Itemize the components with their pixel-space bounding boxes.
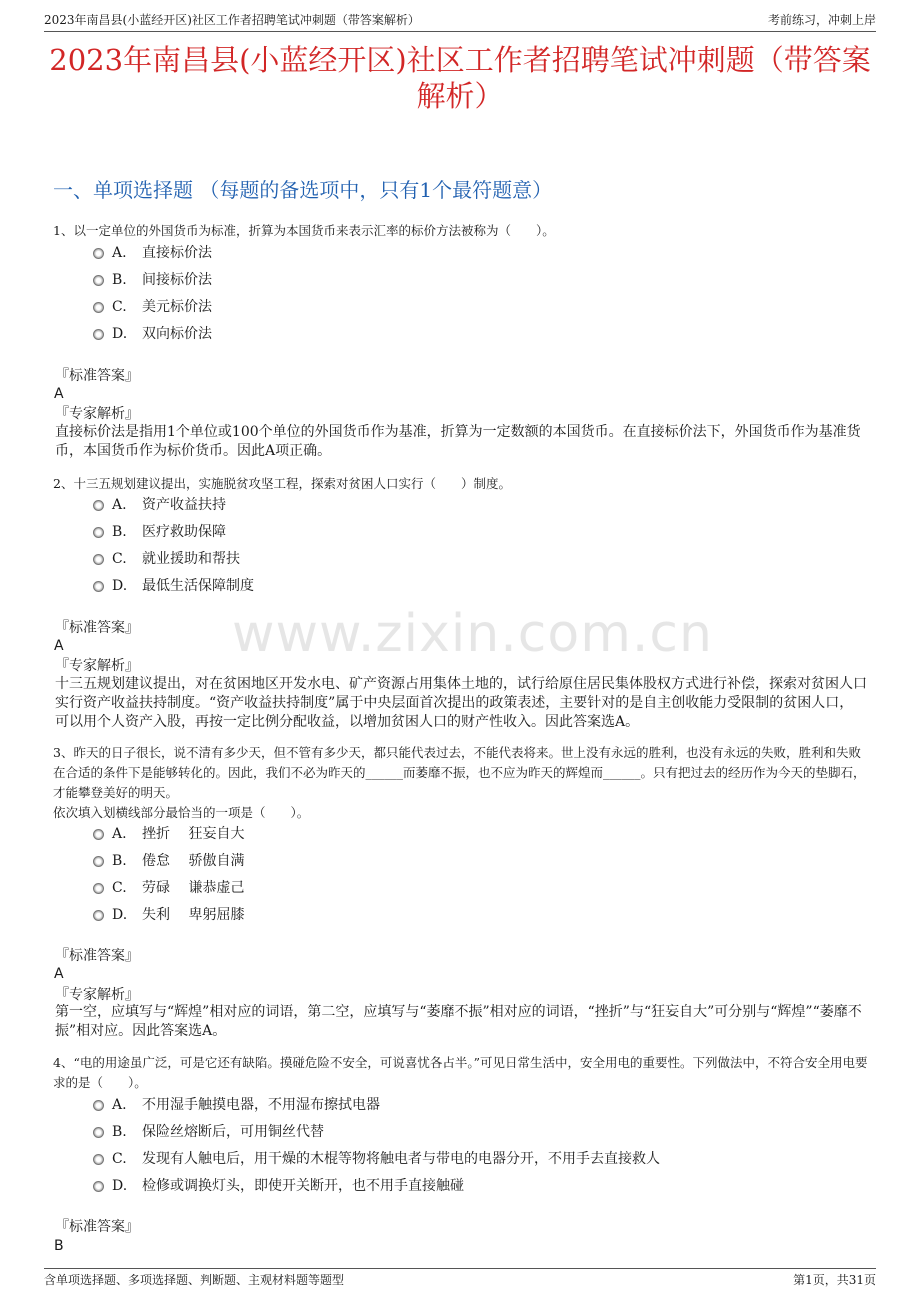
radio-icon[interactable] — [93, 248, 104, 259]
q1-explain-label: 『专家解析』 — [55, 406, 139, 422]
q3-explain-label: 『专家解析』 — [55, 987, 139, 1003]
q1-answer-label: 『标准答案』 — [55, 368, 139, 384]
q3-option-c[interactable]: C. 劳碌 谦恭虚己 — [93, 878, 244, 898]
q2-option-c[interactable]: C. 就业援助和帮扶 — [93, 549, 240, 569]
q1-option-d[interactable]: D. 双向标价法 — [93, 324, 212, 344]
radio-icon[interactable] — [93, 1181, 104, 1192]
q3-explanation: 第一空，应填写与“辉煌”相对应的词语，第二空，应填写与“萎靡不振”相对应的词语，“挫折”与“狂妄自大”可分别与“辉煌”“萎靡不振”相对应。因此答案选A。 — [55, 1004, 862, 1039]
q2-option-a[interactable]: A. 资产收益扶持 — [93, 495, 226, 515]
q3-option-d[interactable]: D. 失利 卑躬屈膝 — [93, 905, 244, 925]
radio-icon[interactable] — [93, 910, 104, 921]
q2-answer-label: 『标准答案』 — [55, 620, 139, 636]
q2-answer: A — [54, 638, 64, 654]
q2-explain-label: 『专家解析』 — [55, 658, 139, 674]
radio-icon[interactable] — [93, 1100, 104, 1111]
header-slogan: 考前练习，冲刺上岸 — [767, 13, 876, 27]
radio-icon[interactable] — [93, 275, 104, 286]
q3-option-a[interactable]: A. 挫折 狂妄自大 — [93, 824, 244, 844]
radio-icon[interactable] — [93, 883, 104, 894]
q4-answer-label: 『标准答案』 — [55, 1219, 139, 1235]
radio-icon[interactable] — [93, 1127, 104, 1138]
page-footer — [44, 1268, 876, 1293]
watermark: www.zixin.com.cn — [232, 604, 713, 664]
q3-answer: A — [54, 966, 64, 982]
q2-explanation: 十三五规划建议提出，对在贫困地区开发水电、矿产资源占用集体土地的，试行给原住居民集体股权方式进行补偿，探索对贫困人口实行资产收益扶持制度。“资产收益扶持制度”属于中央层面首次提出的政策表述，主要针对的是自主创收能力受限制的贫困人口，可以用个人资产入股，再按一定比例分配收益，以增加贫困人口的财产性收入。因此答案选A。 — [55, 676, 867, 730]
radio-icon[interactable] — [93, 1154, 104, 1165]
radio-icon[interactable] — [93, 581, 104, 592]
q1-answer: A — [54, 386, 64, 402]
q4-option-c[interactable]: C. 发现有人触电后，用干燥的木棍等物将触电者与带电的电器分开，不用手去直接救人 — [93, 1149, 660, 1169]
footer-page-number: 第1页，共31页 — [793, 1273, 876, 1287]
q1-option-b[interactable]: B. 间接标价法 — [93, 270, 212, 290]
page-title: 2023年南昌县(小蓝经开区)社区工作者招聘笔试冲刺题（带答案解析） — [49, 43, 871, 113]
header-doc-title: 2023年南昌县(小蓝经开区)社区工作者招聘笔试冲刺题（带答案解析） — [44, 13, 420, 27]
q4-option-a[interactable]: A. 不用湿手触摸电器，不用湿布擦拭电器 — [93, 1095, 380, 1115]
q4-answer: B — [54, 1238, 64, 1254]
q4-option-b[interactable]: B. 保险丝熔断后，可用铜丝代替 — [93, 1122, 324, 1142]
footer-question-types: 含单项选择题、多项选择题、判断题、主观材料题等题型 — [44, 1273, 345, 1287]
radio-icon[interactable] — [93, 302, 104, 313]
page-header — [44, 11, 876, 32]
radio-icon[interactable] — [93, 527, 104, 538]
q1-explanation: 直接标价法是指用1个单位或100个单位的外国货币作为基准，折算为一定数额的本国货币。在直接标价法下，外国货币作为基准货币，本国货币作为标价货币。因此A项正确。 — [55, 424, 861, 459]
question-3-text: 3、昨天的日子很长，说不清有多少天，但不管有多少天，都只能代表过去，不能代表将来。世上没有永远的胜利，也没有永远的失败，胜利和失败在合适的条件下是能够转化的。因此，我们不必为昨天的______而萎靡不振，也不应为昨天的辉煌而______。只有把过去的经历作为今天的垫脚石，才能攀登美好的明天。 — [53, 745, 866, 800]
question-4-text: 4、“电的用途虽广泛，可是它还有缺陷。摸碰危险不安全，可说喜忧各占半。”可见日常生活中，安全用电的重要性。下列做法中，不符合安全用电要求的是（ ）。 — [53, 1055, 868, 1090]
radio-icon[interactable] — [93, 554, 104, 565]
q2-option-b[interactable]: B. 医疗救助保障 — [93, 522, 226, 542]
question-3-prompt: 依次填入划横线部分最恰当的一项是（ ）。 — [53, 805, 310, 820]
question-1-text: 1、以一定单位的外国货币为标准，折算为本国货币来表示汇率的标价方法被称为（ ）。 — [53, 223, 555, 238]
radio-icon[interactable] — [93, 329, 104, 340]
radio-icon[interactable] — [93, 829, 104, 840]
q1-option-c[interactable]: C. 美元标价法 — [93, 297, 212, 317]
q1-option-a[interactable]: A. 直接标价法 — [93, 243, 212, 263]
q4-option-d[interactable]: D. 检修或调换灯头，即使开关断开，也不用手直接触碰 — [93, 1176, 464, 1196]
q3-answer-label: 『标准答案』 — [55, 948, 139, 964]
section-heading: 一、单项选择题 （每题的备选项中，只有1个最符题意） — [53, 178, 553, 202]
q2-option-d[interactable]: D. 最低生活保障制度 — [93, 576, 254, 596]
radio-icon[interactable] — [93, 500, 104, 511]
q3-option-b[interactable]: B. 倦怠 骄傲自满 — [93, 851, 244, 871]
question-2-text: 2、十三五规划建议提出，实施脱贫攻坚工程，探索对贫困人口实行（ ）制度。 — [53, 476, 511, 491]
radio-icon[interactable] — [93, 856, 104, 867]
